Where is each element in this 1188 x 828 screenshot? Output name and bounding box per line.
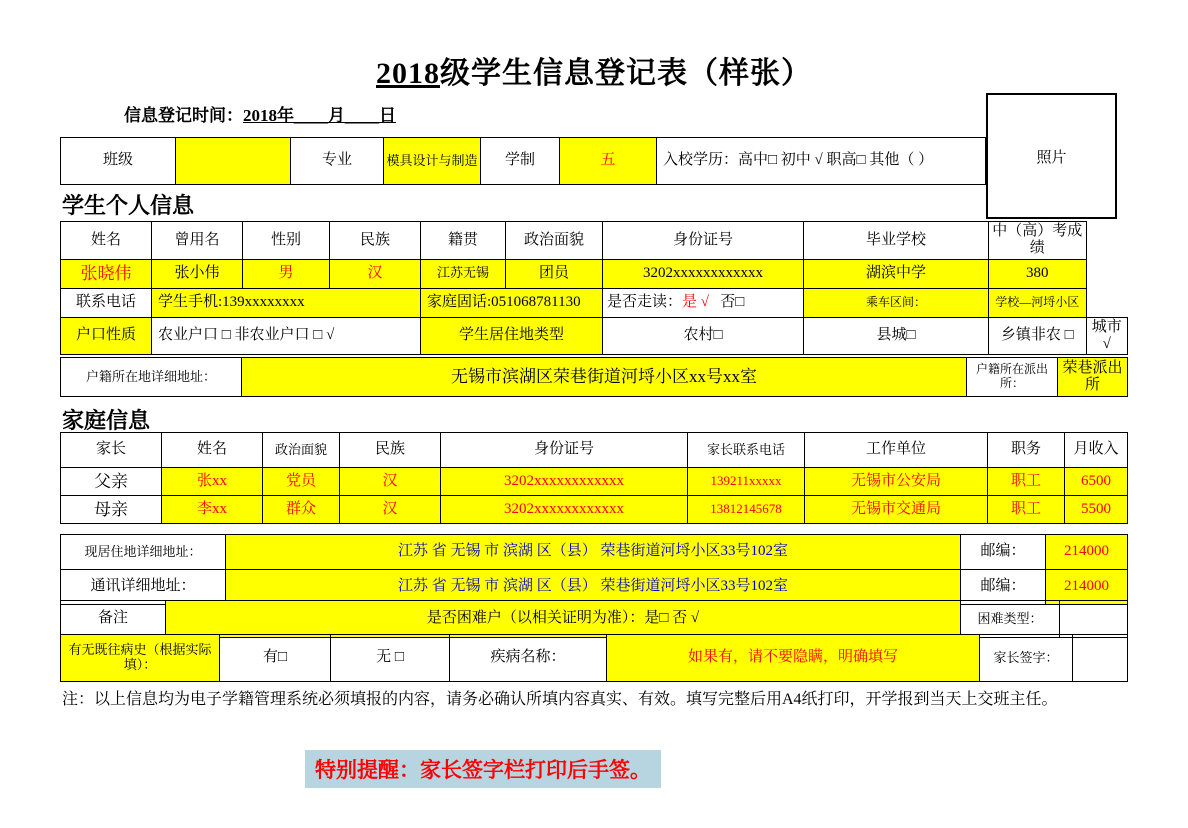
current-zip-value[interactable]: 214000	[1046, 535, 1128, 570]
major-label: 专业	[291, 138, 384, 185]
hukou-type-options[interactable]: 农业户口 □ 非农业户口 □ √	[152, 317, 421, 355]
value-name[interactable]: 张晓伟	[61, 259, 152, 288]
father-id[interactable]: 3202xxxxxxxxxxxx	[441, 468, 688, 496]
illness-history-label: 有无既往病史（根据实际填）：	[61, 635, 220, 682]
table-row	[61, 496, 1128, 524]
school-system-value[interactable]: 五	[560, 138, 657, 185]
father-income[interactable]: 6500	[1065, 468, 1128, 496]
table-row	[61, 222, 1128, 260]
header-parent-political: 政治面貌	[263, 433, 340, 468]
parent-signature-label: 家长签字：	[980, 635, 1073, 682]
remark-value[interactable]: 是否困难户（以相关证明为准）：是□ 否 √	[166, 601, 961, 638]
residence-county[interactable]: 县城□	[804, 317, 989, 355]
table-row	[61, 288, 1128, 317]
bus-route-label: 乘车区间：	[804, 288, 989, 317]
footer-note: 注：以上信息均为电子学籍管理系统必须填报的内容，请务必确认所填内容真实、有效。填写完整后用A4纸打印，开学报到当天上交班主任。	[62, 691, 1058, 708]
difficulty-type-value[interactable]	[1060, 601, 1128, 638]
value-id-number[interactable]: 3202xxxxxxxxxxxx	[603, 259, 804, 288]
header-former-name: 曾用名	[152, 222, 243, 260]
header-gender: 性别	[243, 222, 330, 260]
current-address-value[interactable]: 江苏 省 无锡 市 滨湖 区（县） 荣巷街道河埒小区33号102室	[226, 535, 961, 570]
header-native-place: 籍贯	[421, 222, 506, 260]
value-exam-score[interactable]: 380	[989, 259, 1087, 288]
mother-position[interactable]: 职工	[988, 496, 1065, 524]
header-workplace: 工作单位	[805, 433, 988, 468]
police-station-value[interactable]: 荣巷派出所	[1058, 358, 1128, 397]
value-native-place[interactable]: 江苏无锡	[421, 259, 506, 288]
title-rest: 级学生信息登记表（样张）	[440, 57, 812, 90]
header-position: 职务	[988, 433, 1065, 468]
value-gender[interactable]: 男	[243, 259, 330, 288]
class-info-table	[60, 137, 986, 185]
mother-name[interactable]: 李xx	[162, 496, 263, 524]
residence-city[interactable]: 城市 √	[1086, 317, 1127, 355]
mail-address-label: 通讯详细地址：	[61, 570, 226, 605]
value-former-name[interactable]: 张小伟	[152, 259, 243, 288]
section-heading-family: 家庭信息	[62, 408, 151, 433]
contact-phone-label: 联系电话	[61, 288, 152, 317]
header-name: 姓名	[61, 222, 152, 260]
current-zip-label: 邮编：	[961, 535, 1046, 570]
table-row	[61, 601, 1128, 638]
section-heading-student: 学生个人信息	[62, 193, 195, 218]
value-ethnicity[interactable]: 汉	[330, 259, 421, 288]
household-address-label: 户籍所在地详细地址：	[61, 358, 242, 397]
residence-town[interactable]: 乡镇非农 □	[989, 317, 1087, 355]
student-info-table	[60, 221, 1128, 355]
table-row	[61, 433, 1128, 468]
disease-name-note[interactable]: 如果有，请不要隐瞒，明确填写	[607, 635, 980, 682]
table-row	[61, 358, 1128, 397]
school-system-label: 学制	[481, 138, 560, 185]
table-row	[61, 317, 1128, 355]
header-political-status: 政治面貌	[506, 222, 603, 260]
table-row	[61, 635, 1128, 682]
father-name[interactable]: 张xx	[162, 468, 263, 496]
father-position[interactable]: 职工	[988, 468, 1065, 496]
commute-yes[interactable]: 是 √	[682, 293, 709, 310]
hukou-type-label: 户口性质	[61, 317, 152, 355]
header-parent-name: 姓名	[162, 433, 263, 468]
page-title	[0, 48, 1188, 92]
father-phone[interactable]: 139211xxxxx	[688, 468, 805, 496]
residence-type-label: 学生居住地类型	[421, 317, 603, 355]
mail-zip-label: 邮编：	[961, 570, 1046, 605]
mail-zip-value[interactable]: 214000	[1046, 570, 1128, 605]
father-political[interactable]: 党员	[263, 468, 340, 496]
police-station-label: 户籍所在派出所：	[967, 358, 1058, 397]
registration-time-value: 2018年＿＿月＿＿日	[243, 106, 396, 125]
commute-no[interactable]: 否□	[720, 293, 745, 310]
registration-time-label: 信息登记时间：	[124, 106, 243, 125]
disease-name-label: 疾病名称：	[450, 635, 607, 682]
current-address-label: 现居住地详细地址：	[61, 535, 226, 570]
header-parent-id: 身份证号	[441, 433, 688, 468]
table-row	[61, 259, 1128, 288]
home-phone[interactable]: 家庭固话:051068781130	[421, 288, 603, 317]
class-value[interactable]	[176, 138, 291, 185]
major-value[interactable]: 模具设计与制造	[384, 138, 481, 185]
table-row	[61, 535, 1128, 570]
special-reminder: 特别提醒：家长签字栏打印后手签。	[305, 750, 661, 788]
header-exam-score: 中（高）考成绩	[989, 222, 1087, 260]
household-address-table	[60, 357, 1128, 397]
illness-table	[60, 634, 1128, 682]
father-ethnicity[interactable]: 汉	[340, 468, 441, 496]
header-parent-ethnicity: 民族	[340, 433, 441, 468]
mother-id[interactable]: 3202xxxxxxxxxxxx	[441, 496, 688, 524]
class-label: 班级	[61, 138, 176, 185]
bus-route-value[interactable]: 学校—河埒小区	[989, 288, 1087, 317]
mother-ethnicity[interactable]: 汉	[340, 496, 441, 524]
remark-table	[60, 600, 1128, 638]
difficulty-type-label: 困难类型：	[961, 601, 1060, 638]
illness-yes[interactable]: 有□	[220, 635, 331, 682]
header-graduated-school: 毕业学校	[804, 222, 989, 260]
registration-time	[124, 101, 396, 126]
household-address-value[interactable]: 无锡市滨湖区荣巷街道河埒小区xx号xx室	[242, 358, 967, 397]
mother-political[interactable]: 群众	[263, 496, 340, 524]
family-info-table	[60, 432, 1128, 524]
photo-placeholder	[986, 93, 1117, 219]
mail-address-value[interactable]: 江苏 省 无锡 市 滨湖 区（县） 荣巷街道河埒小区33号102室	[226, 570, 961, 605]
father-workplace[interactable]: 无锡市公安局	[805, 468, 988, 496]
table-row	[61, 468, 1128, 496]
title-year: 2018	[376, 57, 440, 90]
mother-income[interactable]: 5500	[1065, 496, 1128, 524]
value-political-status[interactable]: 团员	[506, 259, 603, 288]
value-graduated-school[interactable]: 湖滨中学	[804, 259, 989, 288]
header-income: 月收入	[1065, 433, 1128, 468]
illness-no[interactable]: 无 □	[331, 635, 450, 682]
entry-education[interactable]: 入校学历：高中□ 初中 √ 职高□ 其他（ ）	[657, 138, 986, 185]
commute-label: 是否走读：	[607, 293, 683, 310]
header-id-number: 身份证号	[603, 222, 804, 260]
remark-label: 备注	[61, 601, 166, 638]
residence-village[interactable]: 农村□	[603, 317, 804, 355]
photo-label: 照片	[1036, 149, 1067, 166]
parent-signature-field[interactable]	[1073, 635, 1128, 682]
mother-label: 母亲	[61, 496, 162, 524]
mother-workplace[interactable]: 无锡市交通局	[805, 496, 988, 524]
header-parent-phone: 家长联系电话	[688, 433, 805, 468]
current-address-table	[60, 534, 1128, 605]
table-row	[61, 138, 986, 185]
header-parent: 家长	[61, 433, 162, 468]
header-ethnicity: 民族	[330, 222, 421, 260]
father-label: 父亲	[61, 468, 162, 496]
mother-phone[interactable]: 13812145678	[688, 496, 805, 524]
student-mobile[interactable]: 学生手机:139xxxxxxxx	[152, 288, 421, 317]
